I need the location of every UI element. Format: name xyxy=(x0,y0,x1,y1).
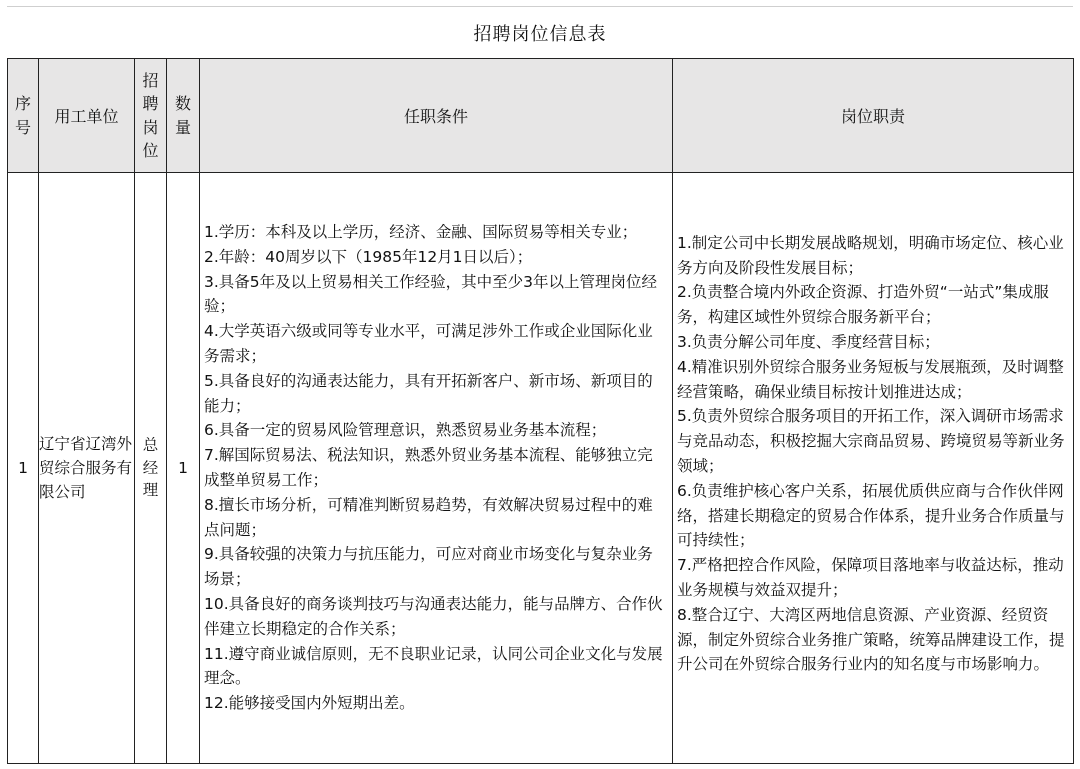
requirement-item: 6.具备一定的贸易风险管理意识，熟悉贸易业务基本流程； xyxy=(204,421,607,440)
cell-seq: 1 xyxy=(8,173,39,764)
duty-item: 2.负责整合境内外政企资源、打造外贸“一站式”集成服务，构建区域性外贸综合服务新平台； xyxy=(677,283,1049,327)
header-requirements: 任职条件 xyxy=(200,59,673,173)
cell-unit: 辽宁省辽湾外贸综合服务有限公司 xyxy=(39,173,135,764)
table-row xyxy=(8,173,1074,764)
requirement-item: 1.学历：本科及以上学历，经济、金融、国际贸易等相关专业； xyxy=(204,223,638,242)
recruitment-table xyxy=(7,58,1074,764)
header-row xyxy=(8,59,1074,173)
requirement-item: 7.解国际贸易法、税法知识，熟悉外贸业务基本流程、能够独立完成整单贸易工作； xyxy=(204,446,653,489)
recruitment-sheet xyxy=(7,6,1073,764)
duty-item: 3.负责分解公司年度、季度经营目标； xyxy=(677,333,940,352)
requirements-list xyxy=(200,216,672,720)
duty-item: 7.严格把控合作风险，保障项目落地率与收益达标，推动业务规模与效益双提升； xyxy=(677,556,1064,599)
requirement-item: 4.大学英语六级或同等专业水平，可满足涉外工作或企业国际化业务需求； xyxy=(204,322,653,366)
cell-quantity: 1 xyxy=(167,173,200,764)
duties-list xyxy=(673,227,1073,681)
duty-item: 4.精准识别外贸综合服务业务短板与发展瓶颈，及时调整经营策略，确保业绩目标按计划推进达成； xyxy=(677,357,1064,401)
requirement-item: 8.擅长市场分析，可精准判断贸易趋势，有效解决贸易过程中的难点问题； xyxy=(204,495,653,539)
requirement-item: 3.具备5年及以上贸易相关工作经验，其中至少3年以上管理岗位经验； xyxy=(204,272,658,316)
cell-position: 总经理 xyxy=(135,173,167,764)
requirement-item: 9.具备较强的决策力与抗压能力，可应对商业市场变化与复杂业务场景； xyxy=(204,545,653,589)
header-duties: 岗位职责 xyxy=(673,59,1074,173)
header-position: 招聘岗位 xyxy=(135,59,167,173)
requirement-item: 5.具备良好的沟通表达能力，具有开拓新客户、新市场、新项目的能力； xyxy=(204,371,653,415)
table-title: 招聘岗位信息表 xyxy=(7,6,1073,58)
cell-requirements xyxy=(200,173,673,764)
requirement-item: 10.具备良好的商务谈判技巧与沟通表达能力，能与品牌方、合作伙伴建立长期稳定的合作关系； xyxy=(204,594,663,638)
requirement-item: 2.年龄：40周岁以下（1985年12月1日以后）； xyxy=(204,247,533,266)
header-seq: 序号 xyxy=(8,59,39,173)
cell-duties xyxy=(673,173,1074,764)
duty-item: 8.整合辽宁、大湾区两地信息资源、产业资源、经贸资源，制定外贸综合业务推广策略，统筹品牌建设工作，提升公司在外贸综合服务行业内的知名度与市场影响力。 xyxy=(677,605,1065,674)
duty-item: 6.负责维护核心客户关系，拓展优质供应商与合作伙伴网络，搭建长期稳定的贸易合作体系，提升业务合作质量与可持续性； xyxy=(677,481,1065,550)
duty-item: 1.制定公司中长期发展战略规划，明确市场定位、核心业务方向及阶段性发展目标； xyxy=(677,233,1064,277)
header-unit: 用工单位 xyxy=(39,59,135,173)
requirement-item: 12.能够接受国内外短期出差。 xyxy=(204,694,415,713)
duty-item: 5.负责外贸综合服务项目的开拓工作，深入调研市场需求与竞品动态，积极挖掘大宗商品贸易、跨境贸易等新业务领域； xyxy=(677,407,1065,475)
header-quantity: 数量 xyxy=(167,59,200,173)
requirement-item: 11.遵守商业诚信原则，无不良职业记录，认同公司企业文化与发展理念。 xyxy=(204,644,663,688)
